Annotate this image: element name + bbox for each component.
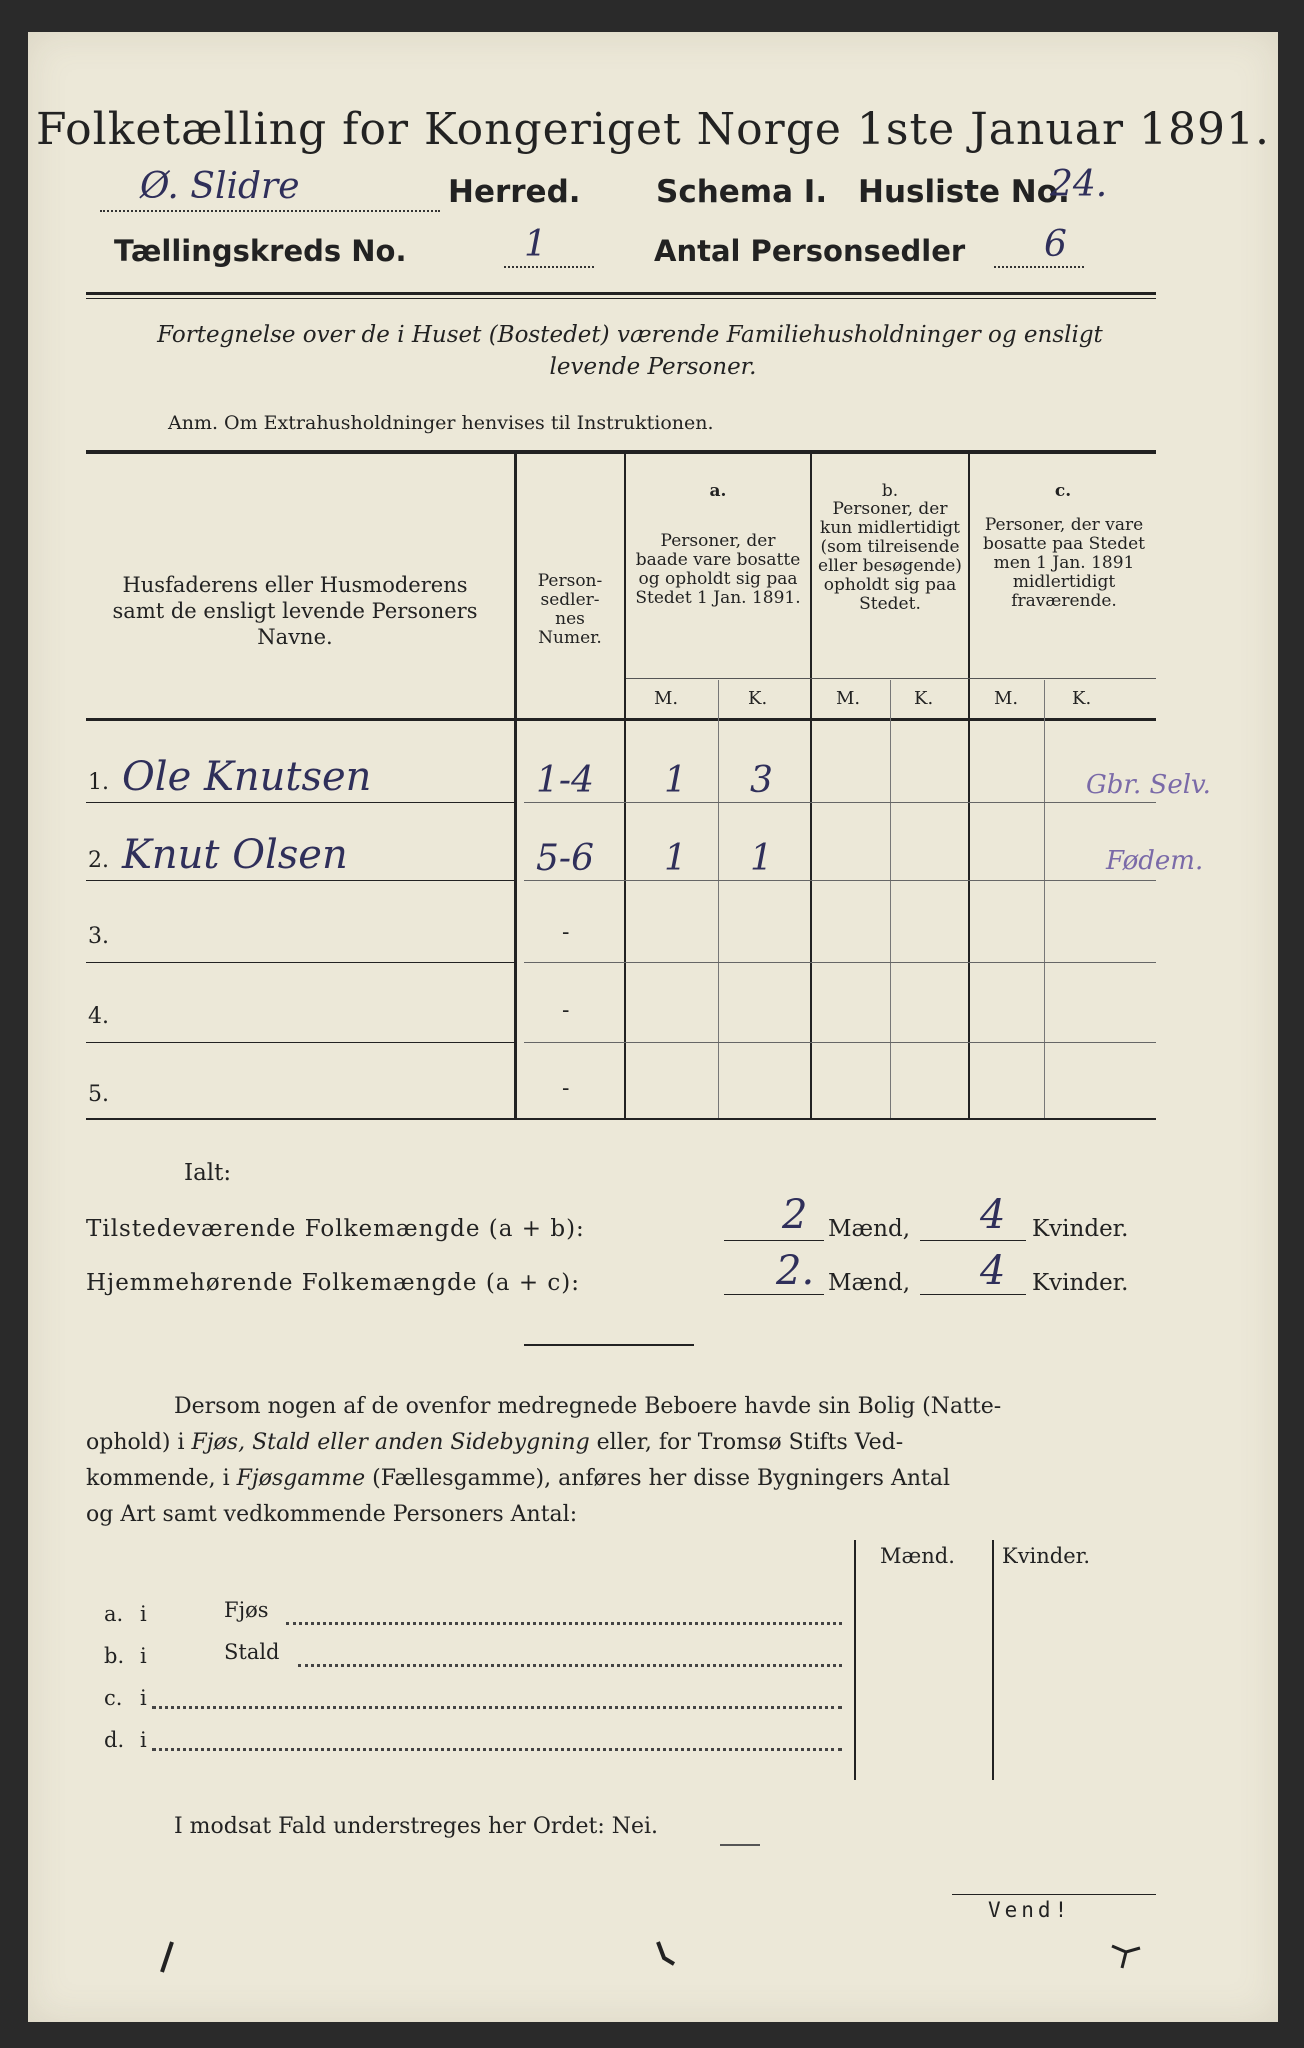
- row-number: 3.: [88, 924, 109, 949]
- item-letter: c.: [104, 1686, 123, 1710]
- item-label: Fjøs: [224, 1598, 269, 1622]
- mk-divider-b: [890, 680, 891, 1118]
- item-dots: [286, 1622, 842, 1625]
- kreds-dotted-line: [504, 266, 594, 268]
- row-a-m: 1: [664, 838, 687, 879]
- mk-divider-c: [1044, 680, 1045, 1118]
- intro-line2: levende Personer.: [549, 354, 757, 380]
- footer-para2b: Fjøs, Stald eller anden Sidebygning: [191, 1430, 590, 1455]
- totals-line2-m: 2.: [776, 1248, 815, 1294]
- row-num: 1-4: [536, 760, 594, 801]
- totals-line2-maend: Mænd,: [828, 1270, 911, 1296]
- herred-label: Herred.: [448, 174, 581, 210]
- personsedler-dotted-line: [994, 266, 1084, 268]
- totals-line2-kvinder: Kvinder.: [1032, 1270, 1129, 1296]
- header-c: Personer, der vare bosatte paa Stedet men 1 Jan. 1891 midlertidigt fraværende.: [983, 515, 1145, 611]
- header-a: Personer, der baade vare bosatte og opholdt sig paa Stedet 1 Jan. 1891.: [635, 531, 801, 608]
- row-rule-1: [86, 802, 514, 803]
- totals-line1-m: 2: [782, 1192, 808, 1238]
- totals-line1-m-rule: [724, 1240, 824, 1241]
- mk-divider-a: [718, 680, 719, 1118]
- header-name-col: Husfaderens eller Husmoderens samt de ensligt levende Personers Navne.: [112, 573, 478, 649]
- footer-para2c: eller, for Tromsø Stifts Ved-: [589, 1430, 904, 1455]
- corner-mark-left-icon: [152, 1938, 182, 1978]
- label-k-b: K.: [914, 688, 934, 709]
- husliste-label: Husliste No.: [858, 174, 1070, 210]
- row-rule-1b: [524, 802, 1156, 803]
- item-label: Stald: [224, 1640, 280, 1664]
- ialt-label: Ialt:: [184, 1160, 232, 1186]
- schema-label: Schema I.: [656, 174, 828, 210]
- row-a-k: 3: [750, 760, 773, 801]
- item-dots: [152, 1706, 842, 1709]
- table-bottom-rule: [86, 1118, 1156, 1120]
- herred-row: [100, 164, 1200, 220]
- footer-para3a: kommende, i: [86, 1466, 237, 1491]
- header-num-col: Person-sedler-nes Numer.: [537, 571, 603, 648]
- intro-line1: Fortegnelse over de i Huset (Bostedet) værende Familiehusholdninger og ensligt: [157, 322, 1103, 348]
- personsedler-label: Antal Personsedler: [654, 234, 966, 268]
- row-number: 5.: [88, 1082, 109, 1107]
- totals-line1-kvinder: Kvinder.: [1032, 1216, 1129, 1242]
- footer-para3b: Fjøsgamme: [236, 1466, 366, 1491]
- row-num: 5-6: [536, 838, 594, 879]
- row-number: 1.: [88, 770, 109, 795]
- personsedler-value: 6: [1044, 224, 1067, 265]
- label-k-c: K.: [1072, 688, 1092, 709]
- header-a-letter: a.: [709, 481, 727, 501]
- row-rule-3: [86, 962, 514, 963]
- totals-line1-k-rule: [920, 1240, 1026, 1241]
- footer-para2a: ophold) i: [86, 1430, 192, 1455]
- row-num: -: [562, 998, 570, 1023]
- row-note: Gbr. Selv.: [1086, 770, 1211, 800]
- table-header-bottom-rule: [86, 718, 1156, 721]
- row-rule-3b: [524, 962, 1156, 963]
- item-prep: i: [140, 1602, 147, 1626]
- corner-mark-center-icon: [650, 1938, 680, 1968]
- totals-line2-k-rule: [920, 1294, 1026, 1295]
- footer-para-4: og Art samt vedkommende Personers Antal:: [86, 1502, 578, 1527]
- form-title: Folketælling for Kongeriget Norge 1ste Januar 1891.: [36, 104, 1270, 155]
- item-letter: a.: [104, 1602, 124, 1626]
- row-name: Knut Olsen: [122, 832, 348, 878]
- row-number: 4.: [88, 1004, 109, 1029]
- subtable-divider-2: [992, 1540, 994, 1780]
- nei-underline: [720, 1844, 760, 1846]
- item-letter: b.: [104, 1644, 125, 1668]
- vend-rule: [952, 1894, 1156, 1895]
- mk-top-rule: [626, 678, 1156, 679]
- label-k-a: K.: [748, 688, 768, 709]
- header-b: Personer, der kun midlertidigt (som tilreisende eller besøgende) opholdt sig paa Stedet.: [818, 499, 962, 614]
- row-name: Ole Knutsen: [122, 754, 372, 800]
- item-prep: i: [140, 1728, 147, 1752]
- row-rule-4b: [524, 1042, 1156, 1043]
- item-dots: [298, 1664, 842, 1667]
- row-rule-2: [86, 880, 514, 881]
- header-rule-thin: [86, 298, 1156, 299]
- subtable-kvinder-head: Kvinder.: [1002, 1544, 1091, 1568]
- col-divider-2: [624, 454, 626, 1118]
- herred-dotted-line: [100, 210, 440, 212]
- footer-para3c: (Fællesgamme), anføres her disse Bygningers Antal: [365, 1466, 950, 1491]
- footer-para-3: [86, 1466, 1156, 1491]
- husliste-value: 24.: [1050, 164, 1108, 205]
- row-a-k: 1: [750, 838, 773, 879]
- kreds-label: Tællingskreds No.: [114, 234, 407, 268]
- modsat-note: I modsat Fald understreges her Ordet: Nei.: [174, 1814, 659, 1839]
- label-m-b: M.: [836, 688, 861, 709]
- kreds-value: 1: [524, 224, 547, 265]
- header-rule: [86, 292, 1156, 295]
- item-prep: i: [140, 1644, 147, 1668]
- totals-line1-label: Tilstedeværende Folkemængde (a + b):: [86, 1216, 585, 1242]
- label-m-c: M.: [994, 688, 1019, 709]
- corner-mark-right-icon: [1108, 1942, 1144, 1972]
- item-letter: d.: [104, 1728, 125, 1752]
- totals-line2-label: Hjemmehørende Folkemængde (a + c):: [86, 1270, 580, 1296]
- col-divider-4: [968, 454, 970, 1118]
- row-note: Fødem.: [1106, 846, 1204, 876]
- footer-para-1: Dersom nogen af de ovenfor medregnede Beboere havde sin Bolig (Natte-: [174, 1394, 1002, 1419]
- anm-note: Anm. Om Extrahusholdninger henvises til Instruktionen.: [168, 412, 714, 434]
- label-m-a: M.: [654, 688, 679, 709]
- col-divider-3: [810, 454, 812, 1118]
- subtable-divider-1: [854, 1540, 856, 1780]
- totals-line1-maend: Mænd,: [828, 1216, 911, 1242]
- subtable-maend-head: Mænd.: [880, 1544, 955, 1568]
- row-num: -: [562, 920, 570, 945]
- header-c-letter: c.: [1054, 481, 1072, 501]
- section-divider: [524, 1344, 694, 1346]
- row-rule-4: [86, 1042, 514, 1043]
- row-num: -: [562, 1076, 570, 1101]
- row-number: 2.: [88, 848, 109, 873]
- item-prep: i: [140, 1686, 147, 1710]
- item-dots: [152, 1748, 842, 1751]
- table-top-rule: [86, 450, 1156, 454]
- totals-line2-m-rule: [724, 1294, 824, 1295]
- kreds-row: [114, 224, 1214, 280]
- row-a-m: 1: [664, 760, 687, 801]
- footer-para-2: [86, 1430, 1156, 1455]
- herred-value: Ø. Slidre: [140, 166, 300, 207]
- totals-line1-k: 4: [980, 1192, 1006, 1238]
- col-divider-1: [514, 454, 517, 1118]
- header-b-letter: b.: [881, 481, 899, 501]
- row-rule-2b: [524, 880, 1156, 881]
- census-form-page: [28, 32, 1278, 2022]
- totals-line2-k: 4: [980, 1248, 1006, 1294]
- vend-label: Vend!: [988, 1898, 1072, 1922]
